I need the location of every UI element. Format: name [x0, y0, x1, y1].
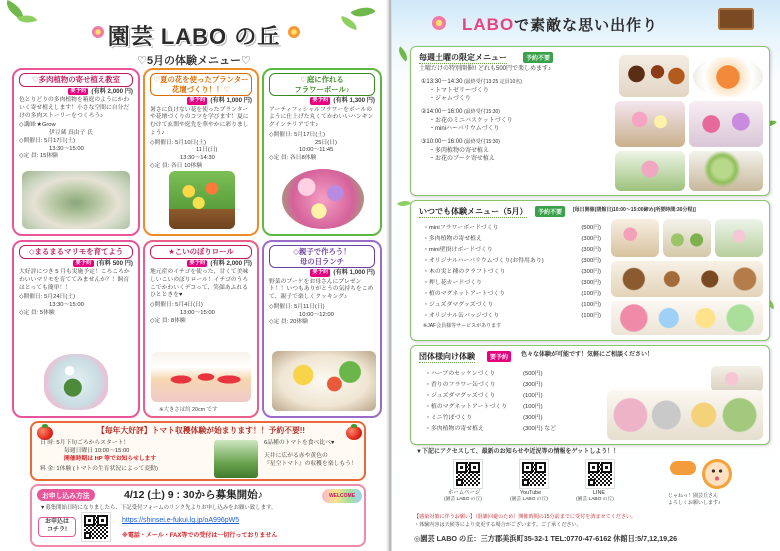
mascot-message-1: じゃねっ！園芸丘さん [668, 493, 719, 499]
slot-time: ②14:00～16:00 [421, 109, 463, 115]
tomato-hp-note: 開催時期は HP 等でお知らせします [64, 456, 157, 462]
card-description: 地元産のイチゴを使った、甘くて美味しいこいのぼりロール！イチゴのうろこでかわいくデコって、笑顔あふれるひとときを♥ [150, 268, 249, 299]
youtube-label: YouTube [520, 490, 542, 496]
soap-photo [711, 366, 763, 392]
card-title [269, 73, 375, 96]
slot-3-time [421, 139, 500, 147]
links-notice: ▼下記にアクセスして、最新のお知らせや近況等の情報をゲットしよう！！ [416, 449, 620, 455]
event-time: 13:30～15:00 [49, 302, 84, 309]
succulent-crafts-photo [663, 219, 711, 257]
tomato-title: 【毎年大好評】トマト収穫体験が始まります！！予約不要!! [97, 426, 305, 435]
slot-note: (最終受付15:30) [464, 109, 500, 115]
anytime-price: (100円) [581, 313, 601, 319]
lunch-plate-photo [272, 351, 376, 411]
card-title [269, 245, 375, 268]
application-notice: ▼募集開始日時になりましたら、下記受付フォームのリンク先よりお申し込みをお願い致します。 [40, 505, 277, 511]
event-date: ◇開催日: 5月24日(土) [19, 294, 75, 301]
slot-3-item-2: ・お花のブーケ寄せ植え [429, 156, 495, 162]
flower-can-photo [607, 390, 763, 440]
capacity: ◇定 員: 20体験 [269, 319, 308, 326]
farm-sign-icon [718, 8, 754, 30]
card-title: ◇まるまるマリモを育てよう [19, 245, 133, 259]
slot-time: ③10:00～16:00 [421, 139, 463, 145]
bouquet-photo [615, 151, 685, 191]
reservation-badge: 要予約 [75, 259, 92, 266]
tomato-fee: 料 金: 1体験 (トマトの生育状況によって変動) [40, 466, 158, 472]
reservation-badge: 要予約 [189, 97, 206, 104]
slot-time: ①13:30～14:30 [421, 79, 463, 85]
succulent-pot-photo [689, 151, 763, 191]
line-qr-code[interactable] [586, 460, 614, 488]
event-date-2: 25日(日) [315, 139, 337, 146]
homepage-sub: (園芸 LABO の丘) [444, 497, 482, 502]
right-page [392, 0, 780, 551]
anytime-item: ・オリジナルハーバリウムづくり(お得用あり) [423, 258, 544, 264]
flower-board-photo [611, 219, 659, 257]
anytime-price: (300円) [581, 236, 601, 242]
slot-1-time [421, 79, 522, 87]
title-labo: LABO [462, 15, 515, 34]
price: (有料 500 円) [96, 259, 133, 267]
flower-ball-photo [282, 169, 364, 229]
price: (有料 1,000 円) [210, 97, 252, 105]
apply-here-line2: コチラ! [47, 526, 67, 533]
price-line [150, 97, 252, 105]
event-date: ◇開催日: 5月17日(土) [269, 131, 325, 138]
anytime-item: ・オリジナル缶バッジづくり [423, 313, 500, 319]
marimo-jar-photo [44, 354, 108, 410]
marimo-workshop-card [12, 240, 140, 418]
vine-leaf-icon [395, 46, 411, 61]
homepage-qr-code[interactable] [454, 460, 482, 488]
links-section [410, 449, 770, 512]
anytime-price: (300円) [581, 258, 601, 264]
tomato-sky-line1: 天井に広がる赤や黄色の [264, 453, 328, 459]
card-title-line1: ◇親子で作ろう！ [293, 247, 351, 256]
card-description: アーティフィシャルフラワーをボールのように仕上げた丸くてかわいいハンギングインテリアです♪ [269, 106, 374, 129]
application-start-headline: 4/12 (土) 9 : 30から募集開始♪ [124, 489, 263, 501]
application-box [30, 484, 366, 547]
application-form-link[interactable]: https://shinsei.e-fukui.lg.jp/oA996pW5 [122, 517, 240, 524]
anytime-item: ・植のマグネットアートづくり [423, 291, 506, 297]
jaf-note: ※JAF会員様等サービスがあります [423, 323, 502, 329]
tomato-sky-line2: 『星空トマト』の収穫を楽しもう！ [264, 461, 357, 467]
instructor-label: ◇講師:★Grow [19, 122, 56, 129]
anytime-item: ・木の実と種のクラフトづくり [423, 269, 506, 275]
application-qr-code[interactable] [82, 513, 110, 541]
group-item: ・ミニ竹ぽづくり [425, 415, 473, 421]
anytime-price: (100円) [581, 291, 601, 297]
anytime-item: ・mini壁掛けボードづくり [423, 247, 493, 253]
group-item: ・多肉植物の寄せ植え [425, 426, 484, 432]
capacity: ◇定 員: 各日8体験 [269, 155, 317, 162]
tomato-icon [37, 426, 53, 440]
card-description: 野菜のブーケをお母さんにプレゼント！！いつもありがとうの気持ちをこめて、親子で楽しくクッキング♪ [269, 278, 374, 301]
anytime-item: ・ジュズダマグッズづくり [423, 302, 494, 308]
application-label: お申し込み方法 [37, 489, 95, 501]
tomato-date: 日 時: 5月下旬ごろからスタート！ [40, 440, 130, 446]
page-title: 園芸 LABO の丘 [107, 24, 281, 49]
card-title-line1: ♡夏の花を使ったプランター [153, 75, 249, 84]
line-label: LINE [593, 490, 605, 496]
reservation-badge: 要予約 [312, 97, 329, 104]
event-time: 13:00～15:00 [180, 309, 215, 316]
anytime-menu-title: いつでも体験メニュー（5月） [419, 207, 528, 216]
group-item: ・ハーブのセッケンづくり [425, 371, 496, 377]
page-subtitle: ♡5月の体験メニュー♡ [137, 55, 251, 67]
group-price: (100円) [523, 404, 543, 410]
flower-ball-workshop-card [262, 68, 382, 236]
anytime-price: (300円) [581, 280, 601, 286]
line-sub: (園芸 LABO の丘) [576, 497, 614, 502]
price: (有料 1,300 円) [333, 97, 375, 105]
footer [410, 514, 770, 548]
card-title-line2: 母の日ランチ [299, 256, 345, 266]
card-title-line1: ♡庭に作れる [300, 75, 344, 84]
event-date: ◇開催日: 5月4日(日) [150, 302, 203, 309]
card-description: 大好評につき 5 月も実施予定！ころころかわいいマリモを育ててみませんか？！飼育はとっても簡単！！ [19, 268, 130, 291]
anytime-item: ・押し花カードづくり [423, 280, 482, 286]
jam-jars-photo [619, 55, 689, 97]
footer-note-2: ・体験内容は天候等により変更する場合がございます。ご了承ください。 [414, 522, 582, 528]
card-description: 色とりどりの多肉植物を箱庭のようにかわいく寄せ植えします！小さな空間に自分だけの多肉ストーリーをつくろう♪ [19, 96, 130, 119]
slot-note: (最終受付13:25 定員10名) [464, 79, 522, 85]
flower-basket-photo [615, 101, 685, 147]
event-time: 13:30～15:00 [49, 145, 84, 152]
vine-leaf-icon [397, 197, 411, 209]
apply-here-line1: お申込は [44, 519, 69, 525]
group-item: ・植のマグネットアートづくり [425, 404, 508, 410]
price-line [150, 260, 252, 268]
anytime-price: (500円) [581, 225, 601, 231]
mascot-icon [702, 459, 732, 489]
price-line [19, 88, 133, 96]
reservation-badge: 要予約 [487, 351, 511, 362]
slot-2-item-2: ・miniハーバリウムづくり [429, 126, 500, 132]
capacity: ◇定 員: 8体験 [150, 317, 186, 324]
event-time: 10:00～11:45 [299, 147, 334, 154]
tomato-compare: 6品種のトマトを食べ比べ♥ [264, 440, 335, 446]
card-title: ★こいのぼりロール [150, 245, 252, 259]
saturday-intro: 土曜だけの特別開催!! どれも500円で楽しめます♪ [419, 66, 552, 72]
reservation-badge: 要予約 [189, 259, 206, 266]
no-reservation-badge: 予約不要 [523, 52, 553, 63]
left-page [0, 0, 388, 551]
tomato-weekly: 毎週日曜日 10:00～15:00 [64, 448, 130, 454]
homepage-label: ホームページ [448, 490, 481, 496]
anytime-price: (300円) [581, 269, 601, 275]
card-description: 暑さに負けない花を使ったプランターや花壇づくりのコツを学びます！夏にむけて玄関や庭先を華やかに彩りましょう♪ [150, 106, 249, 136]
size-note: ※大きさは約 20cm です [159, 407, 218, 413]
price: (有料 1,000 円) [333, 269, 375, 277]
tomato-jelly-photo [693, 57, 763, 97]
roll-cake-workshop-card [143, 240, 259, 418]
price: (有料 2,000 円) [91, 87, 133, 95]
card-title-line2: 花壇づくり！！♡ [171, 84, 231, 94]
group-menu-title: 団体様向け体験 [419, 352, 475, 361]
tomato-harvest-box [30, 421, 366, 481]
group-intro: 色々な体験が可能です！気軽にご相談ください！ [521, 352, 654, 358]
price-line [269, 97, 375, 105]
anytime-item: ・miniフラワーボードづくり [423, 225, 499, 231]
succulent-photo [22, 171, 130, 229]
slot-note: (最終受付15:30) [464, 139, 500, 145]
event-date-2: 11日(日) [196, 147, 218, 154]
planter-photo [169, 171, 235, 229]
event-time: 13:30～14:30 [180, 155, 215, 162]
greenhouse-photo [214, 440, 258, 478]
saturday-menu-box [410, 46, 770, 196]
tomato-icon [346, 426, 362, 440]
group-price: (300円) など [523, 426, 557, 432]
event-time: 10:00～12:00 [299, 311, 334, 318]
mascot-message-2: よろしくお願いします♪ [668, 500, 721, 506]
price-line [19, 260, 133, 268]
magnet-badge-photo [611, 301, 763, 335]
no-reservation-badge: 予約不要 [535, 206, 565, 217]
reservation-badge: 要予約 [312, 269, 329, 276]
roll-cake-photo [151, 352, 251, 402]
flower-decoration-icon [432, 16, 446, 30]
card-title-line2: フラワーボール♪ [294, 84, 350, 94]
group-item: ・香りのフラワー缶づくり [425, 382, 496, 388]
succulent-workshop-card [12, 68, 140, 236]
event-date: ◇開催日: 5月11日(日) [269, 303, 325, 310]
saturday-menu-title: 毎週土曜の限定メニュー [419, 53, 507, 62]
right-page-title [462, 14, 658, 35]
nut-crafts-photo [611, 261, 763, 297]
capacity: ◇定 員: 15体験 [19, 153, 58, 160]
instructor-name: 伊豆蔵 真由子 氏 [49, 130, 93, 137]
reservation-badge: 要予約 [70, 87, 87, 94]
group-price: (500円) [523, 371, 543, 377]
group-price: (300円) [523, 415, 543, 421]
group-price: (300円) [523, 382, 543, 388]
slot-1-item-1: ・トマトゼリーづくり [429, 88, 489, 94]
footer-note-1: 【感染対策に伴うお願い】（混雑回避のため）開催時間の15分前までに受付を済ませてください。 [414, 514, 637, 520]
capacity: ◇定 員: 5体験 [19, 309, 55, 316]
welcome-banner: WELCOME [322, 489, 362, 503]
anytime-item: ・多肉植物の寄せ植え [423, 236, 482, 242]
title-rest: で素敵な思い出作り [514, 17, 659, 34]
capacity: ◇定 員: 各日 10体験 [150, 162, 203, 169]
price-line [269, 269, 375, 277]
card-title [150, 73, 252, 96]
slot-3-item-1: ・多肉植物の寄せ植え [429, 148, 490, 154]
slot-2-time [421, 109, 500, 117]
apply-here-label [38, 517, 76, 537]
challenge-badge-icon [670, 461, 696, 475]
slot-2-item-1: ・お花のミニバスケットづくり [429, 118, 513, 124]
anytime-menu-box [410, 200, 770, 341]
event-date: ◇開催日: 5月17日(土) [19, 137, 75, 144]
group-item: ・ジュズダマグッズづくり [425, 393, 496, 399]
youtube-qr-code[interactable] [520, 460, 548, 488]
herbarium-photo [689, 101, 763, 147]
slot-1-item-2: ・ジャムづくり [429, 96, 471, 102]
card-title: ♡多肉植物の寄せ植え教室 [19, 73, 133, 87]
group-menu-box [410, 345, 770, 445]
youtube-sub: (園芸 LABO の丘) [510, 497, 548, 502]
anytime-price: (300円) [581, 247, 601, 253]
price: (有料 2,000 円) [210, 259, 252, 267]
anytime-price: (100円) [581, 302, 601, 308]
event-date: ◇開催日: 5月10日(土) [150, 139, 206, 146]
group-price: (100円) [523, 393, 543, 399]
mothers-day-lunch-card [262, 240, 382, 418]
footer-address: ◎園芸 LABO の丘：三方郡美浜町35-32-1 TEL:0770-47-6162 休館日:5/7,12,19,26 [414, 534, 678, 543]
application-caution: ※電話・メール・FAX等での受付は一切行っておりません [122, 533, 278, 539]
planter-workshop-card [143, 68, 259, 236]
wall-board-photo [715, 219, 763, 257]
anytime-schedule: [毎日開催(閉館日)10:00～15:00締め(所要時間:30分程)] [573, 207, 696, 213]
